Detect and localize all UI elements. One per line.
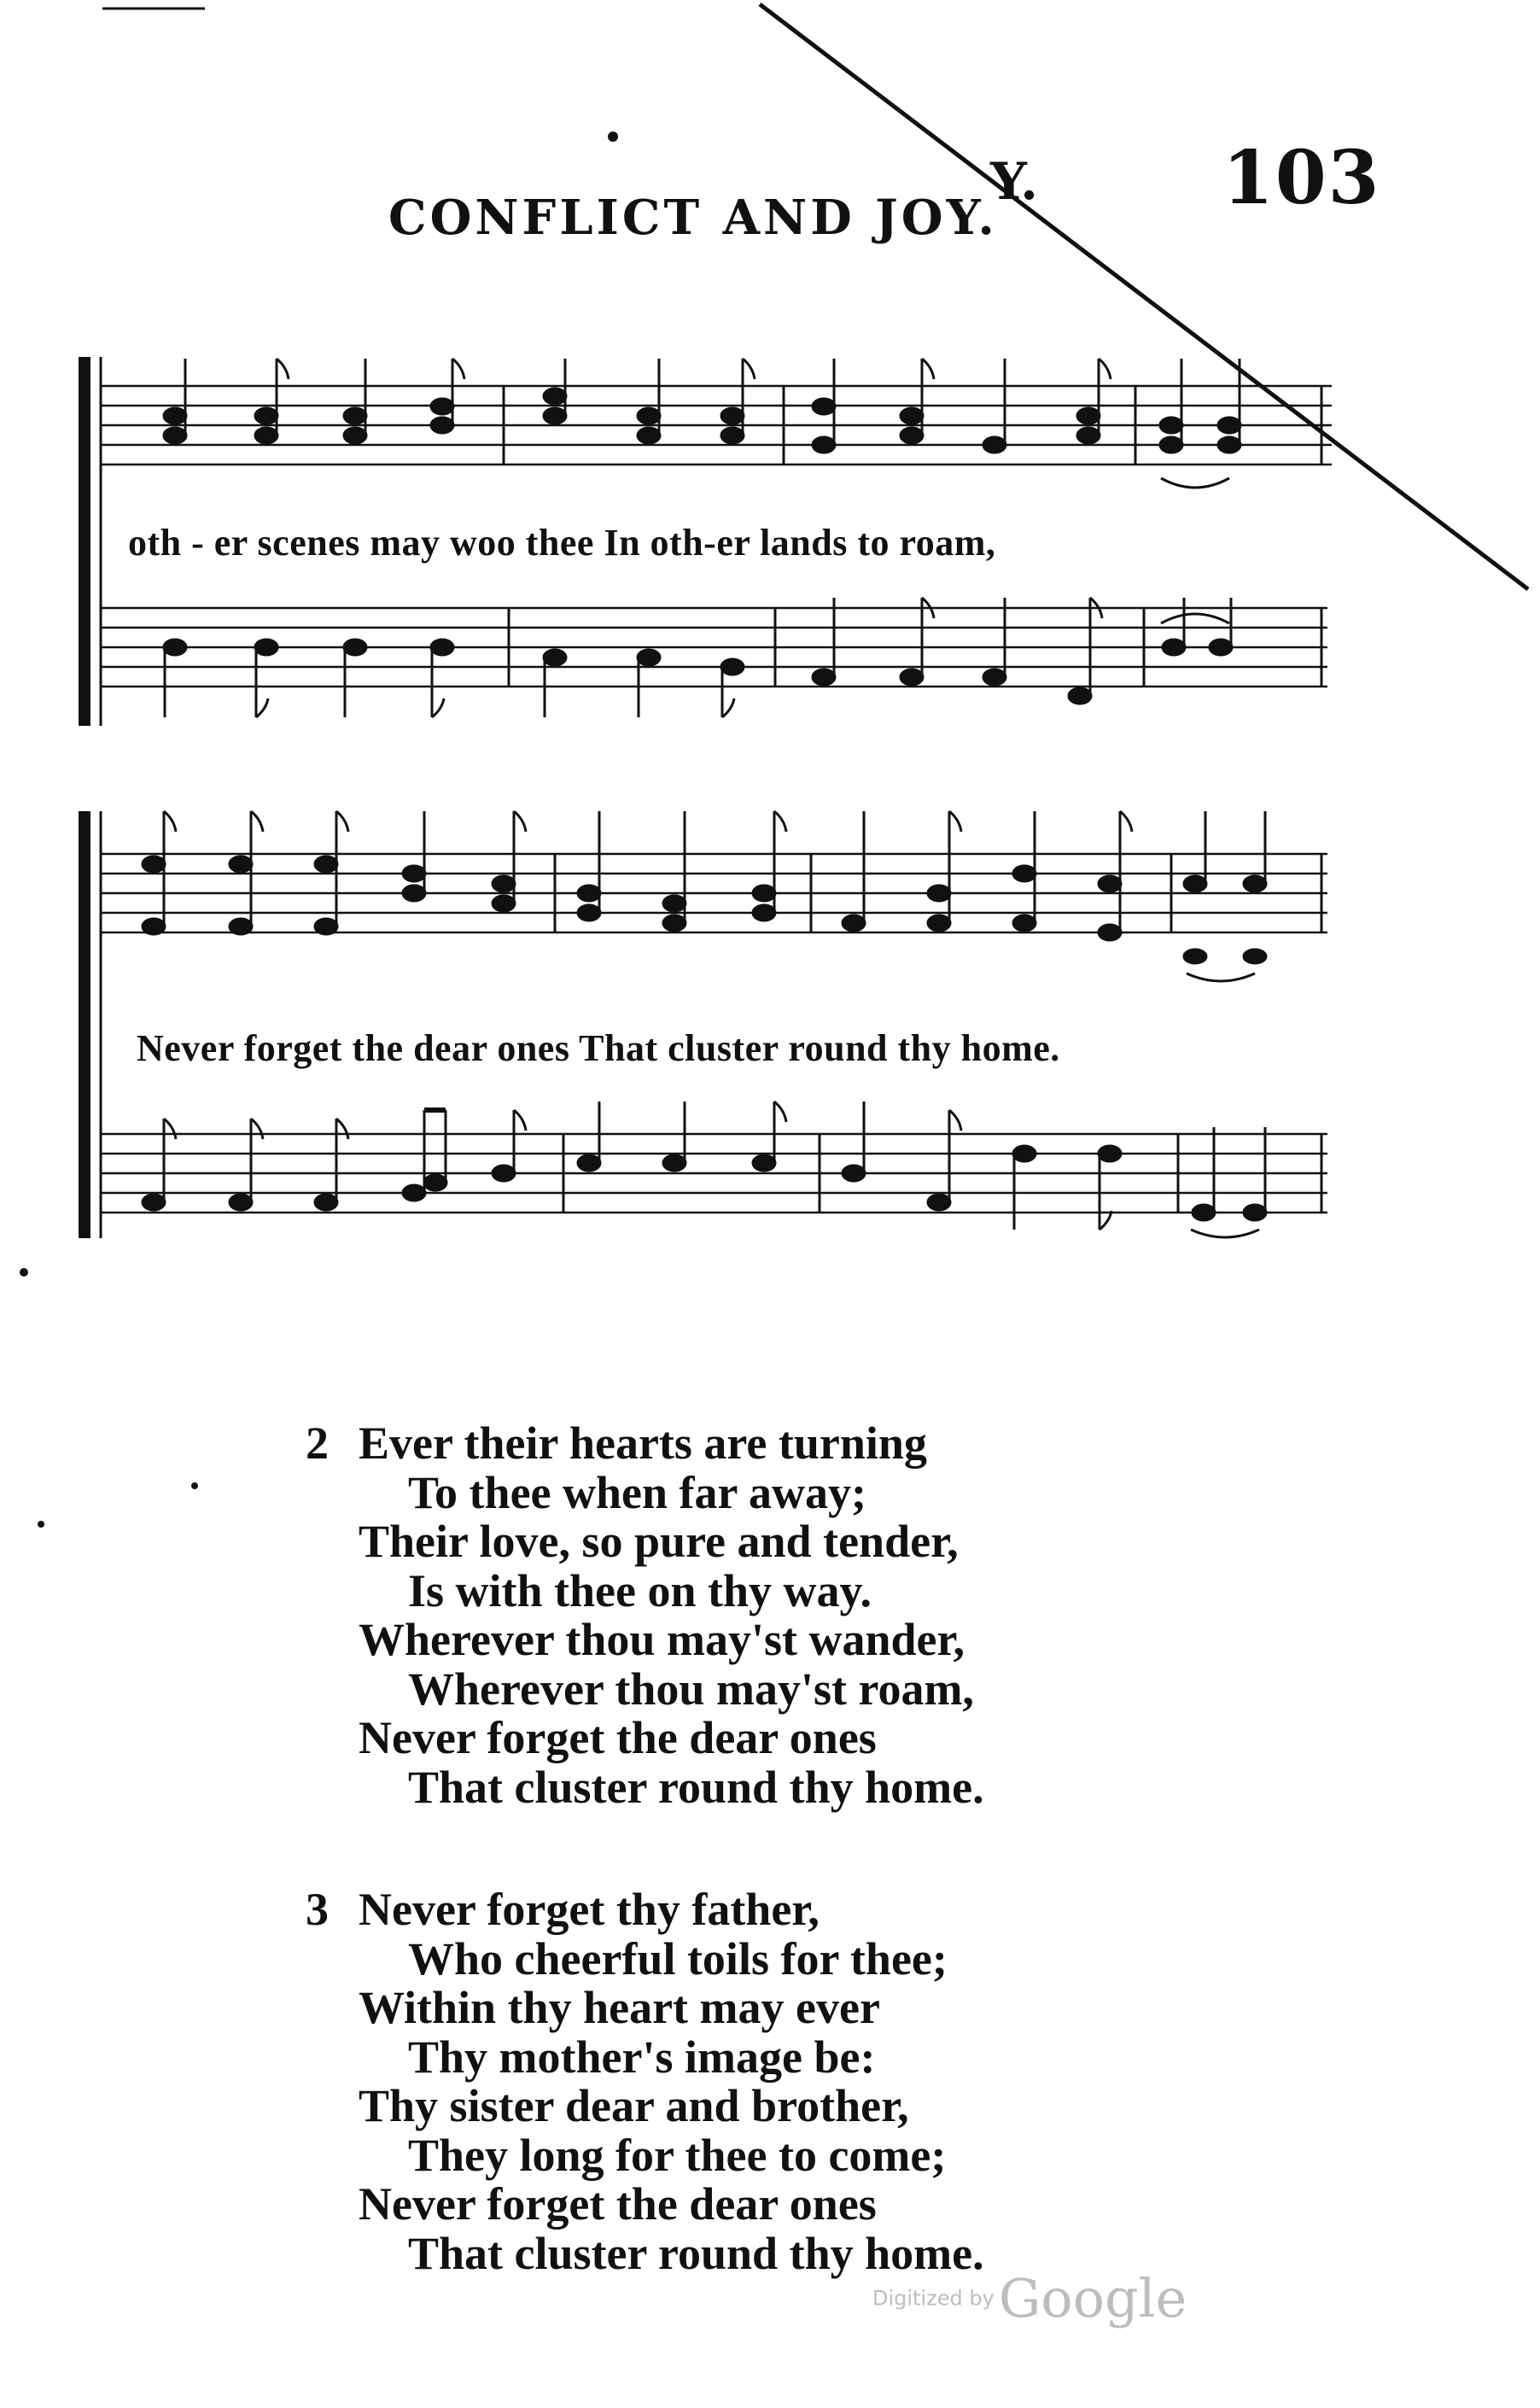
verse-text: Ever their hearts are turning <box>359 1417 927 1469</box>
verse-text: That cluster round thy home. <box>408 2227 984 2279</box>
verse-line <box>359 1714 984 1763</box>
verse-text: That cluster round thy home. <box>408 1761 984 1813</box>
verse-line <box>359 1564 984 1616</box>
verse-text: To thee when far away; <box>408 1466 866 1518</box>
verse-line <box>359 2033 984 2083</box>
verse-line <box>306 1417 984 1469</box>
verse-number: 3 <box>306 1884 329 1935</box>
verse-text: Never forget thy father, <box>359 1884 820 1935</box>
cut-off-title-fragment: Y. <box>990 152 1038 212</box>
verse-line <box>359 2082 984 2131</box>
verse-text: Their love, so pure and tender, <box>359 1516 959 1567</box>
verse-line <box>359 1763 984 1813</box>
verse-text: They long for thee to come; <box>408 2129 947 2181</box>
digitized-watermark <box>872 2267 1187 2329</box>
verse-line <box>359 1616 984 1665</box>
watermark-brand: Google <box>998 2267 1187 2329</box>
verse-line <box>306 1884 984 1935</box>
verse-number: 2 <box>306 1417 329 1469</box>
page-number: 103 <box>1222 135 1381 221</box>
verse-text: Is with thee on thy way. <box>408 1564 872 1616</box>
verse-text: Never forget the dear ones <box>359 1712 877 1763</box>
watermark-prefix: Digitized by <box>872 2286 995 2311</box>
verse-text: Within thy heart may ever <box>359 1982 880 2033</box>
verse-text: Wherever thou may'st roam, <box>408 1663 974 1715</box>
system2-lyrics: Never forget the dear ones That cluster round thy home. <box>137 1027 1060 1069</box>
verse-text: Thy mother's image be: <box>408 2031 876 2083</box>
system1-lyrics: oth - er scenes may woo thee In oth-er lands to roam, <box>128 522 996 564</box>
verse-text: Who cheerful toils for thee; <box>408 1932 948 1984</box>
hymn-title: CONFLICT AND JOY. <box>388 190 998 246</box>
verse-2 <box>306 1417 984 1813</box>
verse-line <box>359 2131 984 2181</box>
verse-line <box>359 1665 984 1715</box>
verse-line <box>359 1932 984 1984</box>
verse-3 <box>306 1884 984 2279</box>
verse-line <box>359 2180 984 2230</box>
verse-line <box>359 1984 984 2033</box>
verse-line <box>359 1517 984 1567</box>
verse-text: Thy sister dear and brother, <box>359 2080 909 2131</box>
verse-text: Wherever thou may'st wander, <box>359 1614 965 1665</box>
verse-text: Never forget the dear ones <box>359 2178 877 2230</box>
verse-line <box>359 1466 984 1518</box>
